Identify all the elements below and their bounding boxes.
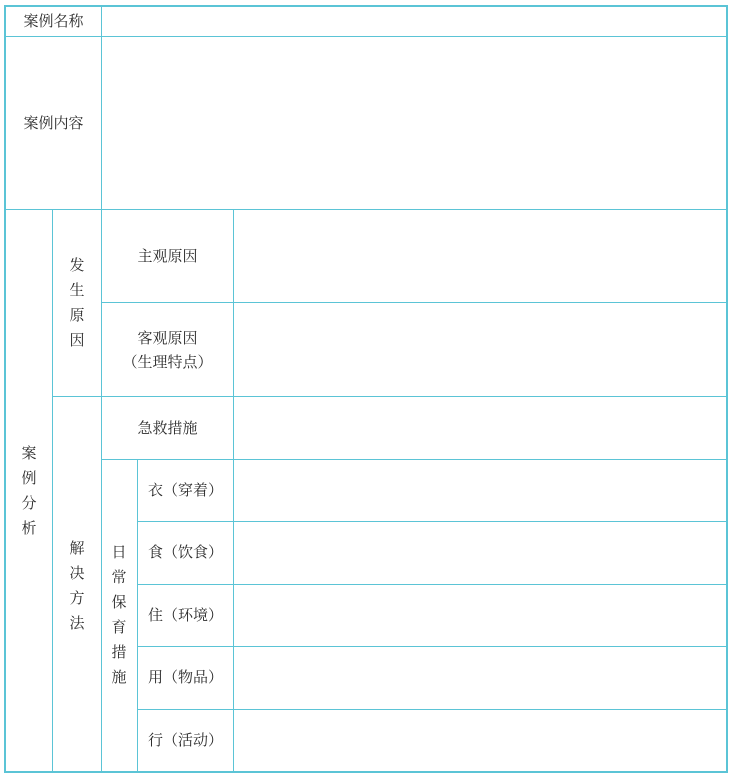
daily-care-item-field[interactable] [234, 585, 726, 646]
daily-care-item-field[interactable] [234, 460, 726, 521]
subjective-cause-field[interactable] [234, 210, 726, 302]
daily-care-item-field[interactable] [234, 710, 726, 771]
daily-care-item-label: 行（活动） [147, 731, 223, 749]
daily-care-label: 日常保育措施 [111, 543, 127, 686]
daily-care-item-label: 用（物品） [147, 668, 223, 686]
daily-care-item-label: 食（饮食） [147, 543, 223, 561]
objective-cause-field[interactable] [234, 303, 726, 396]
daily-care-item-field[interactable] [234, 647, 726, 709]
solutions-label: 解决方法 [69, 539, 85, 632]
case-name-label: 案例名称 [23, 12, 84, 30]
first-aid-label: 急救措施 [137, 419, 198, 437]
causes-label: 发生原因 [69, 256, 85, 349]
border-right [726, 5, 728, 773]
daily-care-item-label: 住（环境） [147, 606, 223, 624]
daily-care-item-label: 衣（穿着） [147, 481, 223, 499]
border-bottom [4, 771, 728, 773]
objective-cause-sublabel: （生理特点） [122, 353, 213, 371]
divider-v [52, 209, 53, 773]
objective-cause-label: 客观原因 [137, 329, 198, 347]
first-aid-field[interactable] [234, 397, 726, 459]
case-name-field[interactable] [102, 7, 726, 36]
analysis-label: 案例分析 [21, 444, 37, 537]
case-content-label: 案例内容 [23, 114, 84, 132]
subjective-cause-label: 主观原因 [137, 247, 198, 265]
daily-care-item-field[interactable] [234, 522, 726, 584]
case-content-field[interactable] [102, 37, 726, 209]
